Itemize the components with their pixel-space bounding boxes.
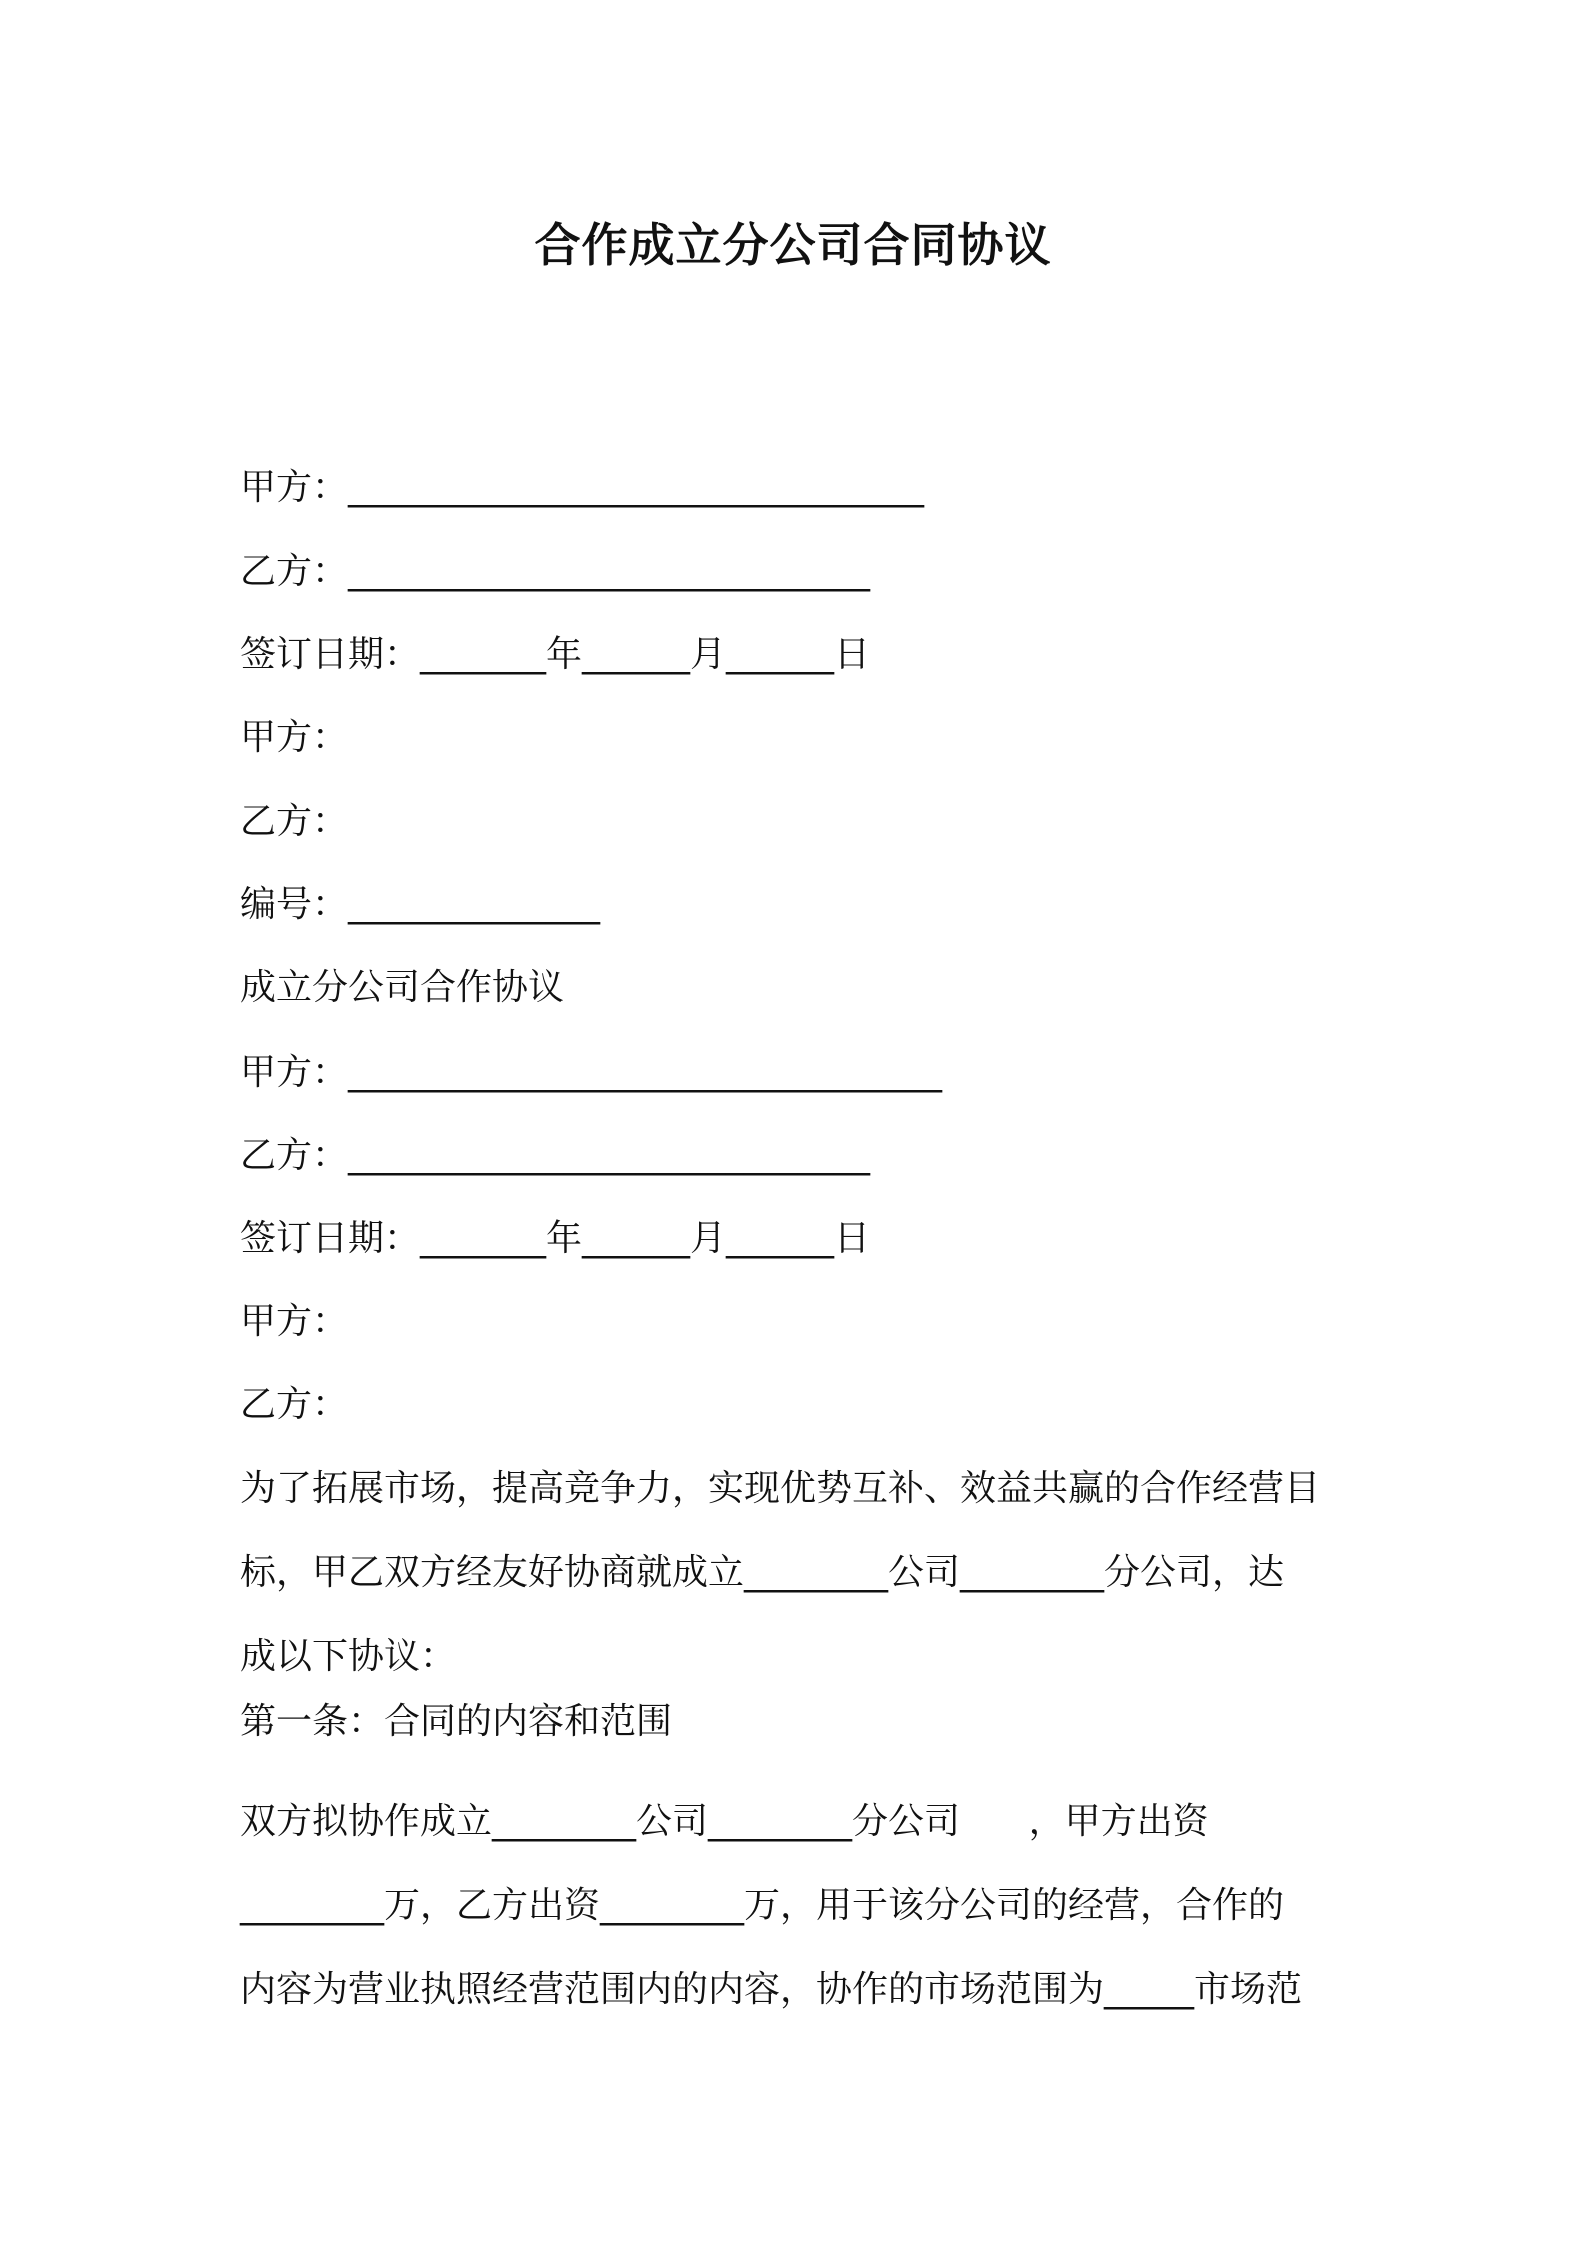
intro-line: 成以下协议：: [240, 1636, 457, 1677]
party-a-short-line-2: 甲方：: [240, 1301, 349, 1342]
sign-date-line-2: 签订日期：_______年______月______日: [240, 1218, 871, 1259]
sign-date-line: 签订日期：_______年______月______日: [240, 634, 871, 675]
document-title: 合作成立分公司合同协议: [534, 218, 1052, 272]
party-b-short-line: 乙方：: [240, 801, 349, 842]
party-a-line: 甲方：________________________________: [240, 467, 925, 508]
party-b-line: 乙方：_____________________________: [240, 551, 871, 592]
party-b-short-line-2: 乙方：: [240, 1384, 349, 1425]
number-line: 编号：______________: [240, 884, 601, 925]
intro-line: 标，甲乙双方经友好协商就成立________公司________分公司，达: [240, 1552, 1285, 1593]
party-b-line-2: 乙方：_____________________________: [240, 1135, 871, 1176]
agreement-subtitle: 成立分公司合作协议: [240, 967, 565, 1008]
article-line: 内容为营业执照经营范围内的内容，协作的市场范围为_____市场范: [240, 1969, 1303, 2010]
article-line: 双方拟协作成立________公司________分公司 ，甲方出资: [240, 1801, 1209, 1842]
article-1-heading: 第一条：合同的内容和范围: [240, 1701, 673, 1742]
intro-line: 为了拓展市场，提高竞争力，实现优势互补、效益共赢的合作经营目: [240, 1468, 1321, 1509]
intro-paragraph: [240, 1447, 1350, 1699]
article-1-paragraph: [240, 1780, 1350, 2032]
party-a-line-2: 甲方：_________________________________: [240, 1052, 943, 1093]
article-line: ________万，乙方出资________万，用于该分公司的经营，合作的: [240, 1885, 1285, 1926]
party-a-short-line: 甲方：: [240, 717, 349, 758]
